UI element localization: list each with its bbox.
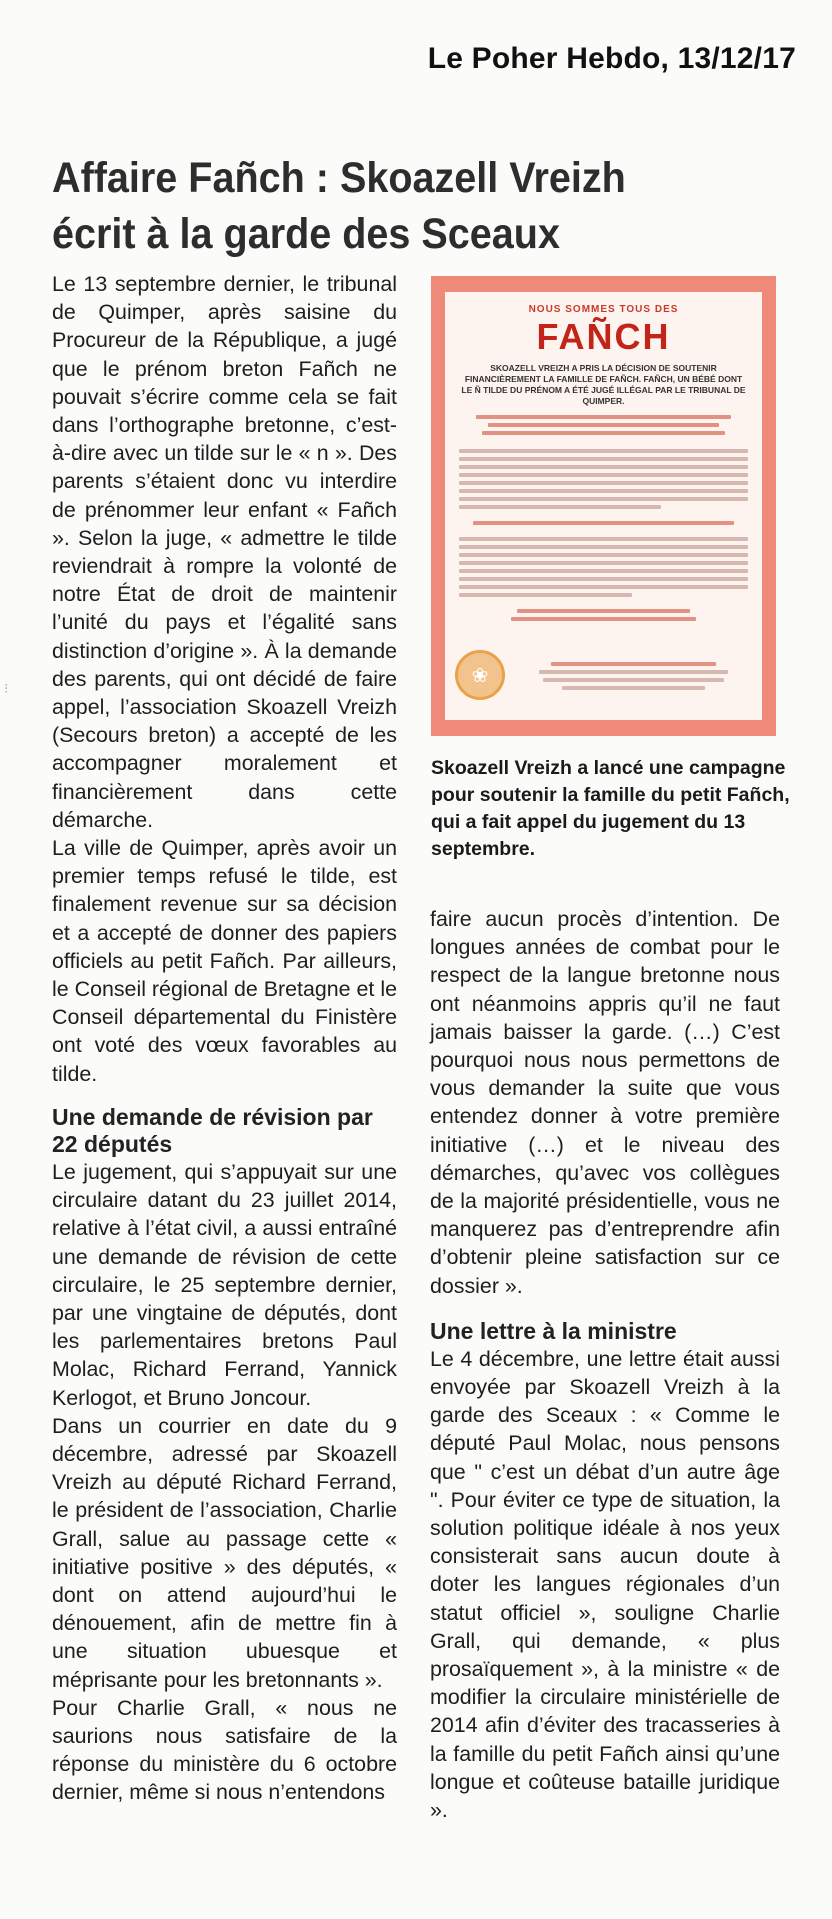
paragraph: La ville de Quimper, après avoir un premier temps refusé le tilde, est finalement revenue sur sa décision et a accepté de donner des papiers officiels au petit Fañch. Par ailleurs, le Conseil régional de Bretagne et le Conseil départemental du Finistère ont voté des vœux favorables au tilde. xyxy=(52,836,397,1086)
paragraph: Pour Charlie Grall, « nous ne saurions nous satisfaire de la réponse du ministère du 6 octobre dernier, même si nous n’entendons xyxy=(52,1695,397,1805)
poster-kicker: NOUS SOMMES TOUS DES xyxy=(528,304,679,315)
association-logo-icon: ❀ xyxy=(455,650,505,700)
scan-margin-mark: ⁝ xyxy=(4,680,9,696)
poster-lead: SKOAZELL VREIZH A PRIS LA DÉCISION DE SOUTENIR FINANCIÈREMENT LA FAMILLE DE FAÑCH. FAÑCH, UN BÉBÉ DONT LE Ñ TILDE DU PRÉNOM A ÉTÉ JUGÉ ILLÉGAL PAR LE TRIBUNAL DE QUIMPER. xyxy=(461,363,746,406)
poster-contact-block xyxy=(515,658,752,694)
article-headline xyxy=(52,150,696,262)
section-heading: Une demande de révision par 22 députés xyxy=(52,1103,373,1157)
image-caption: Skoazell Vreizh a lancé une campagne pour soutenir la famille du petit Fañch, qui a fait appel du jugement du 13 septembre. xyxy=(431,757,790,860)
paragraph: Le 4 décembre, une lettre était aussi envoyée par Skoazell Vreizh à la garde des Sceaux : « Comme le député Paul Molac, nous pensons que " c’est un débat d’un autre âge ". Pour éviter ce type de situation, la solution politique idéale à nos yeux consisterait sans aucun doute à doter les langues régionales d’un statut officiel », souligne Charlie Grall, qui demande, « plus prosaïquement », à la ministre « de modifier la circulaire ministérielle de 2014 afin d’éviter des tracasseries à la famille du petit Fañch ainsi qu’une longue et coûteuse bataille juridique ». xyxy=(430,1346,780,1823)
article-column-right xyxy=(430,905,780,1824)
poster-title: FAÑCH xyxy=(536,316,671,357)
publication-source: Le Poher Hebdo, 13/12/17 xyxy=(427,42,796,75)
paragraph: faire aucun procès d’intention. De longues années de combat pour le respect de la langue bretonne nous ont néanmoins appris qu’il ne faut jamais baisser la garde. (…) C’est pourquoi nous nous permettons de vous demander la suite que vous entendez donner à votre première initiative (…) et le niveau des démarches, qu’avec vos collègues de la majorité présidentielle, vous ne manquerez pas d’entreprendre afin d’obtenir pleine satisfaction sur ce dossier ». xyxy=(430,907,780,1298)
poster-sheet xyxy=(445,292,762,720)
paragraph: Le 13 septembre dernier, le tribunal de Quimper, après saisine du Procureur de la République, a jugé que le prénom breton Fañch ne pouvait s’écrire comme cela se fait dans l’orthographe bretonne, c’est-à-dire avec un tilde sur le « n ». Des parents s’étaient donc vu interdire de prénommer leur enfant « Fañch ». Selon la juge, « admettre le tilde reviendrait à rompre la volonté de notre État de droit de maintenir l’unité du pays et l’égalité sans distinction d’origine ». À la demande des parents, qui ont décidé de faire appel, l’association Skoazell Vreizh (Secours breton) a accepté de les accompagner moralement et financièrement dans cette démarche. xyxy=(52,272,397,832)
headline-line-1: Affaire Fañch : Skoazell Vreizh xyxy=(52,154,626,202)
poster-body-text xyxy=(459,415,748,621)
section-heading: Une lettre à la ministre xyxy=(430,1317,677,1344)
article-column-left xyxy=(52,270,397,1807)
campaign-poster-image xyxy=(431,276,776,736)
paragraph: Le jugement, qui s’appuyait sur une circulaire datant du 23 juillet 2014, relative à l’état civil, a aussi entraîné une demande de révision de cette circulaire, le 25 septembre dernier, par une vingtaine de députés, dont les parlementaires bretons Paul Molac, Richard Ferrand, Yannick Kerlogot, et Bruno Joncour. xyxy=(52,1159,397,1410)
paragraph: Dans un courrier en date du 9 décembre, adressé par Skoazell Vreizh au député Richard Ferrand, le président de l’association, Charlie Grall, salue au passage cette « initiative positive » des députés, « dont on attend aujourd’hui le dénouement, afin de mettre fin à une situation ubuesque et méprisante pour les bretonnants ». xyxy=(52,1413,397,1692)
headline-line-2: écrit à la garde des Sceaux xyxy=(52,210,560,258)
